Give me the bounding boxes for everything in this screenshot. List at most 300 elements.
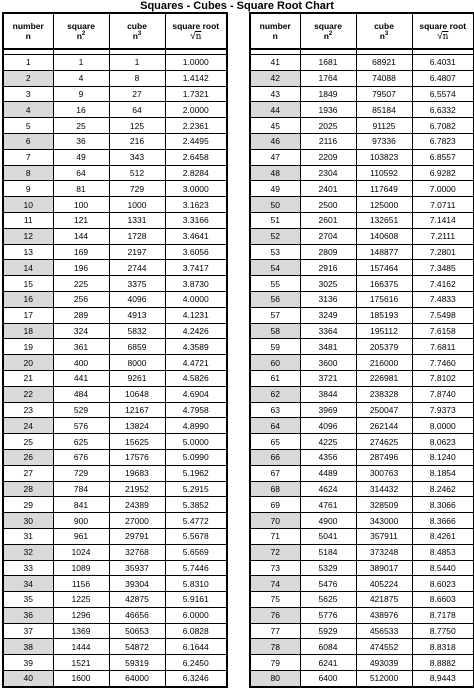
square-root-cell: 8.4853 bbox=[412, 544, 474, 560]
table-row bbox=[250, 576, 474, 592]
table-row bbox=[3, 528, 227, 544]
number-column-header bbox=[3, 13, 53, 49]
table-row bbox=[3, 402, 227, 418]
cube-header-base: n bbox=[379, 31, 385, 41]
square-root-cell: 7.8740 bbox=[412, 386, 474, 402]
square-column-header bbox=[53, 13, 109, 49]
square-cell: 25 bbox=[53, 118, 109, 134]
table-row bbox=[3, 370, 227, 386]
table-row bbox=[3, 212, 227, 228]
table-row bbox=[3, 434, 227, 450]
square-root-cell: 7.2111 bbox=[412, 228, 474, 244]
square-root-cell: 4.0000 bbox=[165, 291, 227, 307]
square-cell: 289 bbox=[53, 307, 109, 323]
table-row bbox=[3, 623, 227, 639]
square-root-cell: 7.7460 bbox=[412, 355, 474, 371]
number-cell: 13 bbox=[3, 244, 53, 260]
square-cell: 3481 bbox=[300, 339, 356, 355]
square-cell: 1936 bbox=[300, 102, 356, 118]
cube-cell: 2197 bbox=[109, 244, 165, 260]
cube-cell: 42875 bbox=[109, 592, 165, 608]
square-root-cell: 6.7082 bbox=[412, 118, 474, 134]
table-row bbox=[250, 386, 474, 402]
cube-cell: 205379 bbox=[356, 339, 412, 355]
number-cell: 12 bbox=[3, 228, 53, 244]
number-cell: 41 bbox=[250, 55, 300, 71]
table-row bbox=[3, 560, 227, 576]
square-root-cell: 8.9443 bbox=[412, 671, 474, 687]
square-cell: 2704 bbox=[300, 228, 356, 244]
number-cell: 45 bbox=[250, 118, 300, 134]
square-root-cell: 3.7417 bbox=[165, 260, 227, 276]
cube-cell: 74088 bbox=[356, 70, 412, 86]
square-root-cell: 4.6904 bbox=[165, 386, 227, 402]
square-root-cell: 6.8557 bbox=[412, 149, 474, 165]
square-cell: 2209 bbox=[300, 149, 356, 165]
number-cell: 61 bbox=[250, 370, 300, 386]
square-cell: 625 bbox=[53, 434, 109, 450]
number-cell: 49 bbox=[250, 181, 300, 197]
table-row bbox=[250, 212, 474, 228]
number-cell: 73 bbox=[250, 560, 300, 576]
cube-cell: 85184 bbox=[356, 102, 412, 118]
square-cell: 3969 bbox=[300, 402, 356, 418]
square-cell: 1600 bbox=[53, 671, 109, 687]
square-cell: 900 bbox=[53, 513, 109, 529]
square-root-cell: 3.1623 bbox=[165, 197, 227, 213]
number-cell: 32 bbox=[3, 544, 53, 560]
root-header-label: square root bbox=[172, 20, 220, 31]
number-cell: 23 bbox=[3, 402, 53, 418]
number-cell: 6 bbox=[3, 133, 53, 149]
square-root-cell: 5.7446 bbox=[165, 560, 227, 576]
square-root-cell: 8.3666 bbox=[412, 513, 474, 529]
cube-cell: 6859 bbox=[109, 339, 165, 355]
number-cell: 31 bbox=[3, 528, 53, 544]
number-cell: 7 bbox=[3, 149, 53, 165]
cube-cell: 39304 bbox=[109, 576, 165, 592]
cube-cell: 493039 bbox=[356, 655, 412, 671]
number-cell: 2 bbox=[3, 70, 53, 86]
square-root-cell: 5.9161 bbox=[165, 592, 227, 608]
square-root-cell: 7.4162 bbox=[412, 276, 474, 292]
cube-cell: 729 bbox=[109, 181, 165, 197]
cube-cell: 15625 bbox=[109, 434, 165, 450]
table-row bbox=[3, 449, 227, 465]
square-cell: 1089 bbox=[53, 560, 109, 576]
cube-cell: 103823 bbox=[356, 149, 412, 165]
square-root-cell: 6.7823 bbox=[412, 133, 474, 149]
table-row bbox=[250, 623, 474, 639]
table-row bbox=[250, 402, 474, 418]
cube-cell: 300763 bbox=[356, 465, 412, 481]
square-root-cell: 3.8730 bbox=[165, 276, 227, 292]
square-cell: 1 bbox=[53, 55, 109, 71]
table-row bbox=[250, 307, 474, 323]
table-row bbox=[3, 418, 227, 434]
number-cell: 52 bbox=[250, 228, 300, 244]
square-cell: 3721 bbox=[300, 370, 356, 386]
table-row bbox=[250, 276, 474, 292]
square-cell: 3844 bbox=[300, 386, 356, 402]
square-root-cell: 1.0000 bbox=[165, 55, 227, 71]
number-cell: 66 bbox=[250, 449, 300, 465]
square-root-cell: 4.3589 bbox=[165, 339, 227, 355]
cube-cell: 17576 bbox=[109, 449, 165, 465]
table-row bbox=[250, 86, 474, 102]
number-cell: 68 bbox=[250, 481, 300, 497]
square-root-cell: 4.2426 bbox=[165, 323, 227, 339]
square-root-cell: 7.3485 bbox=[412, 260, 474, 276]
number-cell: 11 bbox=[3, 212, 53, 228]
square-cell: 2500 bbox=[300, 197, 356, 213]
cube-cell: 185193 bbox=[356, 307, 412, 323]
cube-cell: 21952 bbox=[109, 481, 165, 497]
cube-cell: 238328 bbox=[356, 386, 412, 402]
table-row bbox=[250, 55, 474, 71]
square-cell: 529 bbox=[53, 402, 109, 418]
square-cell: 4096 bbox=[300, 418, 356, 434]
table-row bbox=[3, 386, 227, 402]
number-cell: 60 bbox=[250, 355, 300, 371]
square-cell: 1296 bbox=[53, 607, 109, 623]
cube-cell: 125000 bbox=[356, 197, 412, 213]
table-row bbox=[250, 197, 474, 213]
cube-cell: 4913 bbox=[109, 307, 165, 323]
cube-cell: 512 bbox=[109, 165, 165, 181]
square-cell: 4356 bbox=[300, 449, 356, 465]
cube-cell: 140608 bbox=[356, 228, 412, 244]
number-cell: 54 bbox=[250, 260, 300, 276]
square-cell: 3600 bbox=[300, 355, 356, 371]
table-row bbox=[250, 228, 474, 244]
number-cell: 70 bbox=[250, 513, 300, 529]
square-header-base: n bbox=[323, 31, 329, 41]
header-row bbox=[250, 13, 474, 49]
cube-cell: 512000 bbox=[356, 671, 412, 687]
square-cell: 16 bbox=[53, 102, 109, 118]
square-root-cell: 8.5440 bbox=[412, 560, 474, 576]
table-row bbox=[3, 307, 227, 323]
table-row bbox=[250, 560, 474, 576]
square-cell: 1521 bbox=[53, 655, 109, 671]
cube-header-label: cube bbox=[374, 21, 394, 31]
square-root-cell: 5.1962 bbox=[165, 465, 227, 481]
table-row bbox=[3, 260, 227, 276]
square-cell: 36 bbox=[53, 133, 109, 149]
table-row bbox=[250, 70, 474, 86]
square-root-cell: 8.6603 bbox=[412, 592, 474, 608]
number-cell: 50 bbox=[250, 197, 300, 213]
cube-cell: 421875 bbox=[356, 592, 412, 608]
radical-icon: √n bbox=[437, 30, 449, 42]
square-root-cell: 6.9282 bbox=[412, 165, 474, 181]
square-cell: 2601 bbox=[300, 212, 356, 228]
cube-cell: 157464 bbox=[356, 260, 412, 276]
root-header-label: square root bbox=[419, 20, 467, 31]
square-root-cell: 8.6023 bbox=[412, 576, 474, 592]
number-header-symbol: n bbox=[272, 31, 278, 41]
number-cell: 26 bbox=[3, 449, 53, 465]
cube-cell: 9261 bbox=[109, 370, 165, 386]
cube-header-exponent: 3 bbox=[137, 31, 142, 38]
cube-cell: 117649 bbox=[356, 181, 412, 197]
table-row bbox=[250, 133, 474, 149]
square-cell: 5041 bbox=[300, 528, 356, 544]
table-row bbox=[3, 497, 227, 513]
table-row bbox=[3, 55, 227, 71]
table-row bbox=[250, 671, 474, 687]
square-cell: 1024 bbox=[53, 544, 109, 560]
square-root-cell: 6.1644 bbox=[165, 639, 227, 655]
square-root-cell: 8.0000 bbox=[412, 418, 474, 434]
square-cell: 676 bbox=[53, 449, 109, 465]
square-cell: 4489 bbox=[300, 465, 356, 481]
cube-cell: 13824 bbox=[109, 418, 165, 434]
number-cell: 37 bbox=[3, 623, 53, 639]
square-root-cell: 2.2361 bbox=[165, 118, 227, 134]
square-root-cell: 8.3066 bbox=[412, 497, 474, 513]
square-cell: 100 bbox=[53, 197, 109, 213]
cube-cell: 343 bbox=[109, 149, 165, 165]
square-root-cell: 6.4807 bbox=[412, 70, 474, 86]
table-row bbox=[3, 355, 227, 371]
table-row bbox=[3, 671, 227, 687]
square-root-cell: 7.0711 bbox=[412, 197, 474, 213]
square-cell: 400 bbox=[53, 355, 109, 371]
cube-cell: 216 bbox=[109, 133, 165, 149]
square-cell: 4225 bbox=[300, 434, 356, 450]
number-cell: 8 bbox=[3, 165, 53, 181]
number-header-symbol: n bbox=[25, 31, 31, 41]
table-row bbox=[3, 118, 227, 134]
table-row bbox=[250, 323, 474, 339]
number-cell: 17 bbox=[3, 307, 53, 323]
number-cell: 67 bbox=[250, 465, 300, 481]
square-cell: 6241 bbox=[300, 655, 356, 671]
square-root-cell: 4.5826 bbox=[165, 370, 227, 386]
number-cell: 29 bbox=[3, 497, 53, 513]
square-cell: 2116 bbox=[300, 133, 356, 149]
square-cell: 1444 bbox=[53, 639, 109, 655]
square-cell: 169 bbox=[53, 244, 109, 260]
square-root-cell: 8.0623 bbox=[412, 434, 474, 450]
table-row bbox=[250, 481, 474, 497]
cube-header-label: cube bbox=[127, 21, 147, 31]
square-cell: 5625 bbox=[300, 592, 356, 608]
number-cell: 57 bbox=[250, 307, 300, 323]
cube-cell: 35937 bbox=[109, 560, 165, 576]
table-row bbox=[250, 592, 474, 608]
number-cell: 15 bbox=[3, 276, 53, 292]
table-row bbox=[3, 86, 227, 102]
cube-cell: 1728 bbox=[109, 228, 165, 244]
square-root-cell: 8.7750 bbox=[412, 623, 474, 639]
square-cell: 1764 bbox=[300, 70, 356, 86]
table-row bbox=[3, 607, 227, 623]
square-cell: 3136 bbox=[300, 291, 356, 307]
number-cell: 63 bbox=[250, 402, 300, 418]
square-root-cell: 5.3852 bbox=[165, 497, 227, 513]
number-cell: 9 bbox=[3, 181, 53, 197]
cube-cell: 250047 bbox=[356, 402, 412, 418]
cube-cell: 54872 bbox=[109, 639, 165, 655]
table-row bbox=[250, 607, 474, 623]
cube-cell: 1331 bbox=[109, 212, 165, 228]
number-cell: 20 bbox=[3, 355, 53, 371]
cube-cell: 456533 bbox=[356, 623, 412, 639]
cube-column-header bbox=[109, 13, 165, 49]
cube-cell: 405224 bbox=[356, 576, 412, 592]
table-row bbox=[3, 197, 227, 213]
square-root-cell: 3.3166 bbox=[165, 212, 227, 228]
number-cell: 34 bbox=[3, 576, 53, 592]
cube-cell: 19683 bbox=[109, 465, 165, 481]
number-cell: 24 bbox=[3, 418, 53, 434]
square-root-cell: 8.1854 bbox=[412, 465, 474, 481]
number-cell: 80 bbox=[250, 671, 300, 687]
cube-cell: 314432 bbox=[356, 481, 412, 497]
cube-cell: 91125 bbox=[356, 118, 412, 134]
table-row bbox=[250, 639, 474, 655]
square-root-cell: 8.1240 bbox=[412, 449, 474, 465]
cube-cell: 50653 bbox=[109, 623, 165, 639]
number-cell: 5 bbox=[3, 118, 53, 134]
cube-cell: 357911 bbox=[356, 528, 412, 544]
number-cell: 21 bbox=[3, 370, 53, 386]
square-root-cell: 3.0000 bbox=[165, 181, 227, 197]
square-root-cell: 6.5574 bbox=[412, 86, 474, 102]
table-row bbox=[250, 355, 474, 371]
number-cell: 48 bbox=[250, 165, 300, 181]
cube-cell: 12167 bbox=[109, 402, 165, 418]
table-row bbox=[3, 481, 227, 497]
cube-cell: 24389 bbox=[109, 497, 165, 513]
square-cell: 2025 bbox=[300, 118, 356, 134]
square-cell: 1369 bbox=[53, 623, 109, 639]
number-cell: 43 bbox=[250, 86, 300, 102]
number-cell: 76 bbox=[250, 607, 300, 623]
number-cell: 35 bbox=[3, 592, 53, 608]
table-row bbox=[3, 291, 227, 307]
square-cell: 5329 bbox=[300, 560, 356, 576]
square-cell: 1681 bbox=[300, 55, 356, 71]
cube-cell: 262144 bbox=[356, 418, 412, 434]
square-root-cell: 2.4495 bbox=[165, 133, 227, 149]
square-root-cell: 8.8882 bbox=[412, 655, 474, 671]
cube-cell: 287496 bbox=[356, 449, 412, 465]
square-root-cell: 7.5498 bbox=[412, 307, 474, 323]
number-cell: 25 bbox=[3, 434, 53, 450]
square-cell: 256 bbox=[53, 291, 109, 307]
square-root-cell: 4.7958 bbox=[165, 402, 227, 418]
table-row bbox=[250, 260, 474, 276]
square-cell: 484 bbox=[53, 386, 109, 402]
cube-cell: 148877 bbox=[356, 244, 412, 260]
square-cell: 4900 bbox=[300, 513, 356, 529]
square-root-cell: 5.4772 bbox=[165, 513, 227, 529]
square-root-cell: 1.7321 bbox=[165, 86, 227, 102]
table-row bbox=[3, 244, 227, 260]
cube-cell: 27 bbox=[109, 86, 165, 102]
square-root-cell: 7.0000 bbox=[412, 181, 474, 197]
square-cell: 3025 bbox=[300, 276, 356, 292]
number-cell: 10 bbox=[3, 197, 53, 213]
cube-cell: 8000 bbox=[109, 355, 165, 371]
square-cell: 4761 bbox=[300, 497, 356, 513]
number-cell: 74 bbox=[250, 576, 300, 592]
square-root-cell: 6.2450 bbox=[165, 655, 227, 671]
table-row bbox=[250, 370, 474, 386]
cube-cell: 5832 bbox=[109, 323, 165, 339]
cube-cell: 68921 bbox=[356, 55, 412, 71]
table-row bbox=[3, 133, 227, 149]
square-root-cell: 3.6056 bbox=[165, 244, 227, 260]
squares-table-left bbox=[2, 12, 228, 688]
number-cell: 69 bbox=[250, 497, 300, 513]
number-cell: 16 bbox=[3, 291, 53, 307]
cube-header-base: n bbox=[132, 31, 138, 41]
cube-cell: 10648 bbox=[109, 386, 165, 402]
square-cell: 1156 bbox=[53, 576, 109, 592]
cube-cell: 46656 bbox=[109, 607, 165, 623]
square-cell: 196 bbox=[53, 260, 109, 276]
cube-cell: 195112 bbox=[356, 323, 412, 339]
number-cell: 59 bbox=[250, 339, 300, 355]
cube-cell: 110592 bbox=[356, 165, 412, 181]
table-row bbox=[250, 544, 474, 560]
table-row bbox=[250, 181, 474, 197]
table-row bbox=[3, 339, 227, 355]
cube-cell: 328509 bbox=[356, 497, 412, 513]
cube-cell: 343000 bbox=[356, 513, 412, 529]
number-cell: 38 bbox=[3, 639, 53, 655]
number-cell: 77 bbox=[250, 623, 300, 639]
square-cell: 784 bbox=[53, 481, 109, 497]
square-root-cell: 7.1414 bbox=[412, 212, 474, 228]
square-cell: 64 bbox=[53, 165, 109, 181]
table-row bbox=[3, 149, 227, 165]
cube-cell: 29791 bbox=[109, 528, 165, 544]
cube-cell: 175616 bbox=[356, 291, 412, 307]
square-cell: 2916 bbox=[300, 260, 356, 276]
cube-cell: 274625 bbox=[356, 434, 412, 450]
square-root-cell: 6.0000 bbox=[165, 607, 227, 623]
square-column-header bbox=[300, 13, 356, 49]
square-cell: 4 bbox=[53, 70, 109, 86]
square-cell: 81 bbox=[53, 181, 109, 197]
square-cell: 121 bbox=[53, 212, 109, 228]
number-cell: 53 bbox=[250, 244, 300, 260]
table-row bbox=[3, 513, 227, 529]
cube-cell: 32768 bbox=[109, 544, 165, 560]
square-cell: 441 bbox=[53, 370, 109, 386]
number-cell: 18 bbox=[3, 323, 53, 339]
root-column-header bbox=[412, 13, 474, 49]
number-cell: 42 bbox=[250, 70, 300, 86]
cube-cell: 438976 bbox=[356, 607, 412, 623]
table-row bbox=[250, 102, 474, 118]
cube-cell: 216000 bbox=[356, 355, 412, 371]
cube-cell: 389017 bbox=[356, 560, 412, 576]
square-cell: 5776 bbox=[300, 607, 356, 623]
square-root-cell: 8.8318 bbox=[412, 639, 474, 655]
table-row bbox=[3, 465, 227, 481]
cube-cell: 64000 bbox=[109, 671, 165, 687]
table-row bbox=[3, 544, 227, 560]
table-row bbox=[250, 513, 474, 529]
number-cell: 55 bbox=[250, 276, 300, 292]
